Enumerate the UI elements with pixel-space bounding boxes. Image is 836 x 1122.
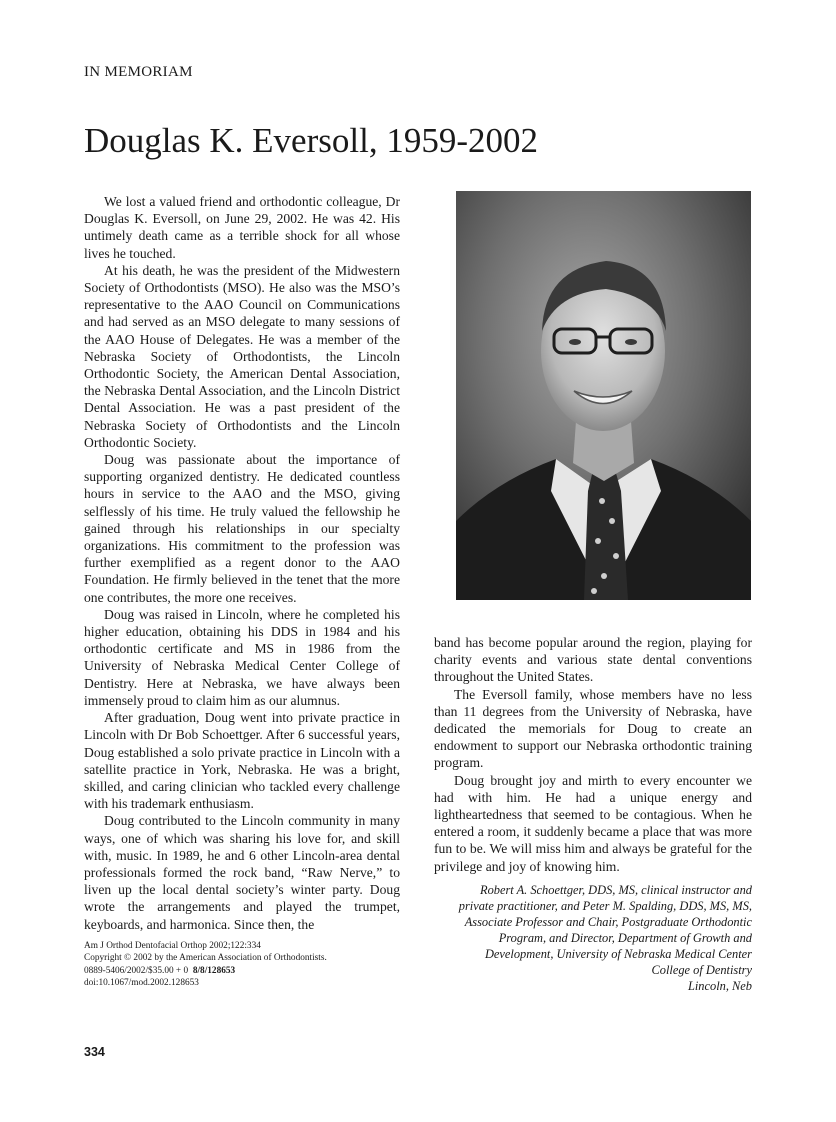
signature-line: Robert A. Schoettger, DDS, MS, clinical instructor and xyxy=(480,883,752,897)
paragraph: Doug contributed to the Lincoln community in many ways, one of which was sharing his love for, and skill with, music. In 1989, he and 6 other Lincoln-area dental professionals formed the rock band, “Raw Nerve,” to liven up the local dental society’s winter party. Doug wrote the arrangements and played the trumpet, keyboards, and harmonica. Since then, the xyxy=(84,813,400,932)
signature-line: Lincoln, Neb xyxy=(687,979,752,993)
signature-line: Associate Professor and Chair, Postgraduate Orthodontic xyxy=(464,915,752,929)
paragraph: band has become popular around the region, playing for charity events and various state dental conventions throughout the United States. xyxy=(434,635,752,685)
paragraph: Doug was passionate about the importance of supporting organized dentistry. He dedicated countless hours in service to the AAO and the MSO, giving selflessly of his time. He truly valued the fellowship he gained through his relationships in our specialty organizations. His commitment to the profession was further exemplified as a regent donor to the AAO Foundation. He firmly believed in the tenet that the more one contributes, the more one receives. xyxy=(84,452,400,605)
page-number: 334 xyxy=(84,1045,105,1059)
signature-line: College of Dentistry xyxy=(651,963,752,977)
signature-line: Program, and Director, Department of Growth and xyxy=(498,931,752,945)
left-column xyxy=(84,193,400,933)
signature-line: private practitioner, and Peter M. Spalding, DDS, MS, MS, xyxy=(458,899,752,913)
copyright-notice: Copyright © 2002 by the American Association of Orthodontists. xyxy=(84,953,327,964)
author-signature xyxy=(434,882,752,994)
citation-block xyxy=(84,940,404,989)
issn-prefix: 0889-5406/2002/$35.00 + 0 xyxy=(84,965,189,976)
doi: doi:10.1067/mod.2002.128653 xyxy=(84,977,199,988)
paragraph: At his death, he was the president of the Midwestern Society of Orthodontists (MSO). He also was the MSO’s representative to the AAO Council on Communications and had served as an MSO delegate to many sessions of the AAO House of Delegates. He was a member of the Nebraska Society of Orthodontists, the Lincoln Orthodontic Society, the American Dental Association, the Nebraska Dental Association, and the Lincoln District Dental Association. He was a past president of the Nebraska Society of Orthodontists and the Lincoln Orthodontic Society. xyxy=(84,262,400,450)
paragraph: The Eversoll family, whose members have no less than 11 degrees from the University of Nebraska, have dedicated the memorials for Doug to create an endowment to support our Nebraska orthodontic training program. xyxy=(434,686,752,771)
signature-line: Development, University of Nebraska Medical Center xyxy=(484,947,752,961)
portrait-photo xyxy=(456,191,751,600)
issn-code: 8/8/128653 xyxy=(192,965,236,976)
article-title: Douglas K. Eversoll, 1959-2002 xyxy=(84,121,538,160)
issn-line xyxy=(84,965,404,977)
portrait-illustration xyxy=(456,191,751,600)
paragraph: We lost a valued friend and orthodontic colleague, Dr Douglas K. Eversoll, on June 29, 2002. He was 42. His untimely death came as a terrible shock for all whose lives he touched. xyxy=(84,194,400,261)
journal-reference: Am J Orthod Dentofacial Orthop 2002;122:334 xyxy=(84,941,261,951)
right-column xyxy=(434,634,752,875)
paragraph: Doug brought joy and mirth to every encounter we had with him. He had a unique energy and lightheartedness that seemed to be contagious. When he entered a room, it suddenly became a place that was more fun to be. We will miss him and always be grateful for the privilege and joy of knowing him. xyxy=(434,772,752,874)
paragraph: Doug was raised in Lincoln, where he completed his higher education, obtaining his DDS in 1984 and his orthodontic certificate and MS in 1986 from the University of Nebraska Medical Center College of Dentistry. Here at Nebraska, we have always been immensely proud to claim him as our alumnus. xyxy=(84,606,400,708)
paragraph: After graduation, Doug went into private practice in Lincoln with Dr Bob Schoettger. After 6 successful years, Doug established a solo private practice in Lincoln with a satellite practice in York, Nebraska. He was a bright, skilled, and caring clinician who tackled every challenge with his trademark enthusiasm. xyxy=(84,710,400,812)
section-label: IN MEMORIAM xyxy=(84,64,193,80)
